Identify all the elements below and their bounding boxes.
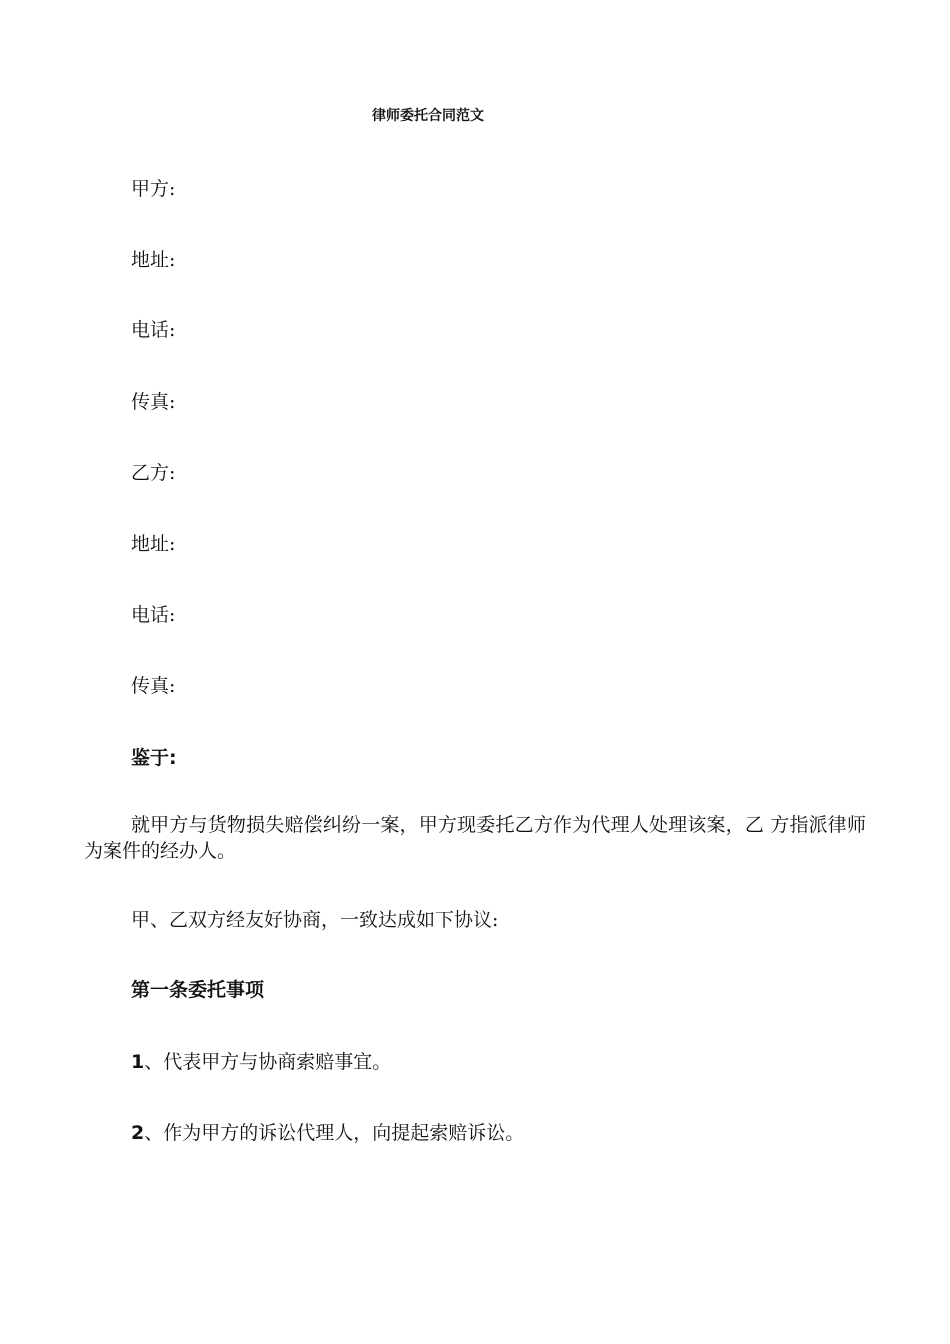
party-a-phone-label: 电话: (131, 319, 176, 341)
item-number: 2 (131, 1122, 145, 1144)
item-text: 、代表甲方与协商索赔事宜。 (144, 1051, 392, 1073)
whereas-heading: 鉴于: (131, 747, 177, 769)
document-title: 律师委托合同范文 (372, 108, 484, 124)
agreement-paragraph: 甲、乙双方经友好协商，一致达成如下协议: (131, 909, 499, 931)
party-a-label: 甲方: (131, 178, 176, 200)
party-b-fax-label: 传真: (131, 675, 176, 697)
party-a-fax-label: 传真: (131, 391, 176, 413)
article-1-item (131, 1120, 524, 1146)
item-text: 、作为甲方的诉讼代理人，向提起索赔诉讼。 (144, 1122, 525, 1144)
article-1-item (131, 1049, 391, 1075)
item-number: 1 (131, 1051, 145, 1073)
party-a-address-label: 地址: (131, 249, 176, 271)
party-b-address-label: 地址: (131, 533, 176, 555)
article-1-heading: 第一条委托事项 (131, 979, 265, 1001)
party-b-label: 乙方: (131, 462, 176, 484)
party-b-phone-label: 电话: (131, 604, 176, 626)
whereas-paragraph: 就甲方与货物损失赔偿纠纷一案，甲方现委托乙方作为代理人处理该案，乙 方指派律师为案件的经办人。 (84, 814, 866, 862)
